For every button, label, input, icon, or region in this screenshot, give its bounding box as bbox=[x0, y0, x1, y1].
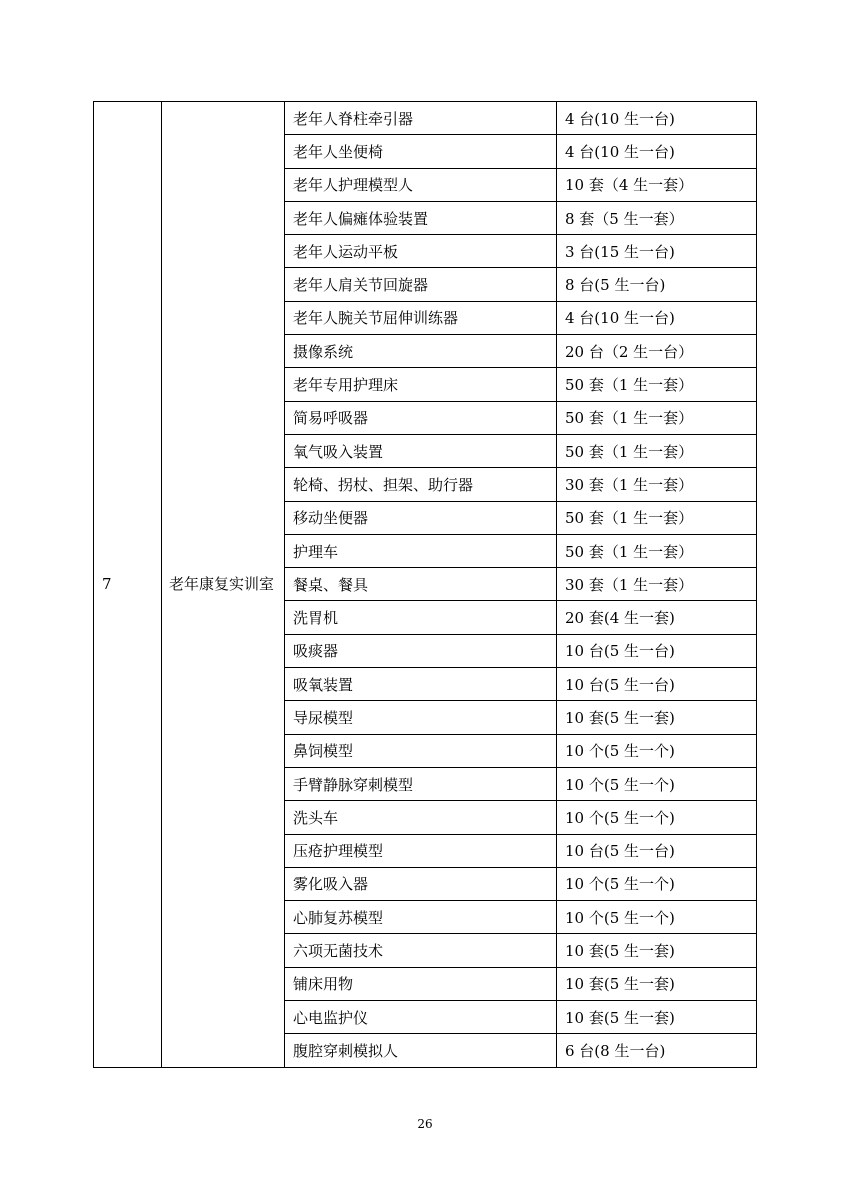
equipment-name-cell: 护理车 bbox=[285, 534, 557, 567]
equipment-name-cell: 洗头车 bbox=[285, 801, 557, 834]
equipment-name-cell: 压疮护理模型 bbox=[285, 834, 557, 867]
equipment-quantity-cell: 4 台(10 生一台) bbox=[557, 135, 757, 168]
equipment-name-cell: 吸氧装置 bbox=[285, 668, 557, 701]
equipment-name-cell: 老年专用护理床 bbox=[285, 368, 557, 401]
equipment-quantity-cell: 4 台(10 生一台) bbox=[557, 102, 757, 135]
equipment-name-cell: 老年人偏瘫体验装置 bbox=[285, 201, 557, 234]
equipment-quantity-cell: 10 套(5 生一套) bbox=[557, 934, 757, 967]
equipment-name-cell: 老年人肩关节回旋器 bbox=[285, 268, 557, 301]
equipment-name-cell: 铺床用物 bbox=[285, 967, 557, 1000]
equipment-name-cell: 摄像系统 bbox=[285, 335, 557, 368]
equipment-quantity-cell: 10 套(5 生一套) bbox=[557, 1001, 757, 1034]
equipment-quantity-cell: 50 套（1 生一套） bbox=[557, 434, 757, 467]
equipment-name-cell: 老年人运动平板 bbox=[285, 235, 557, 268]
equipment-name-cell: 吸痰器 bbox=[285, 634, 557, 667]
equipment-table bbox=[93, 101, 757, 1068]
equipment-name-cell: 氧气吸入装置 bbox=[285, 434, 557, 467]
equipment-quantity-cell: 10 套(5 生一套) bbox=[557, 701, 757, 734]
equipment-quantity-cell: 10 套（4 生一套） bbox=[557, 168, 757, 201]
equipment-quantity-cell: 10 台(5 生一台) bbox=[557, 834, 757, 867]
equipment-quantity-cell: 10 个(5 生一个) bbox=[557, 801, 757, 834]
equipment-quantity-cell: 50 套（1 生一套） bbox=[557, 501, 757, 534]
equipment-name-cell: 老年人护理模型人 bbox=[285, 168, 557, 201]
equipment-quantity-cell: 30 套（1 生一套） bbox=[557, 468, 757, 501]
equipment-quantity-cell: 8 台(5 生一台) bbox=[557, 268, 757, 301]
equipment-quantity-cell: 50 套（1 生一套） bbox=[557, 534, 757, 567]
equipment-quantity-cell: 8 套（5 生一套） bbox=[557, 201, 757, 234]
equipment-name-cell: 手臂静脉穿刺模型 bbox=[285, 767, 557, 800]
equipment-quantity-cell: 3 台(15 生一台) bbox=[557, 235, 757, 268]
table-body bbox=[94, 102, 757, 1068]
equipment-name-cell: 六项无菌技术 bbox=[285, 934, 557, 967]
equipment-quantity-cell: 50 套（1 生一套） bbox=[557, 401, 757, 434]
equipment-name-cell: 移动坐便器 bbox=[285, 501, 557, 534]
equipment-name-cell: 心电监护仪 bbox=[285, 1001, 557, 1034]
equipment-quantity-cell: 20 套(4 生一套) bbox=[557, 601, 757, 634]
equipment-name-cell: 老年人腕关节屈伸训练器 bbox=[285, 301, 557, 334]
row-number-cell: 7 bbox=[94, 102, 162, 1068]
equipment-quantity-cell: 6 台(8 生一台) bbox=[557, 1034, 757, 1067]
equipment-name-cell: 轮椅、拐杖、担架、助行器 bbox=[285, 468, 557, 501]
equipment-quantity-cell: 10 个(5 生一个) bbox=[557, 767, 757, 800]
equipment-quantity-cell: 10 台(5 生一台) bbox=[557, 634, 757, 667]
equipment-quantity-cell: 10 台(5 生一台) bbox=[557, 668, 757, 701]
equipment-quantity-cell: 10 套(5 生一套) bbox=[557, 967, 757, 1000]
equipment-name-cell: 导尿模型 bbox=[285, 701, 557, 734]
equipment-quantity-cell: 20 台（2 生一台） bbox=[557, 335, 757, 368]
equipment-name-cell: 雾化吸入器 bbox=[285, 867, 557, 900]
equipment-name-cell: 简易呼吸器 bbox=[285, 401, 557, 434]
equipment-name-cell: 鼻饲模型 bbox=[285, 734, 557, 767]
table-row bbox=[94, 102, 757, 135]
room-name-cell: 老年康复实训室 bbox=[162, 102, 285, 1068]
equipment-name-cell: 腹腔穿刺模拟人 bbox=[285, 1034, 557, 1067]
equipment-name-cell: 老年人坐便椅 bbox=[285, 135, 557, 168]
equipment-name-cell: 餐桌、餐具 bbox=[285, 568, 557, 601]
page-number: 26 bbox=[417, 1117, 433, 1131]
equipment-name-cell: 洗胃机 bbox=[285, 601, 557, 634]
equipment-quantity-cell: 30 套（1 生一套） bbox=[557, 568, 757, 601]
equipment-quantity-cell: 10 个(5 生一个) bbox=[557, 734, 757, 767]
equipment-quantity-cell: 10 个(5 生一个) bbox=[557, 867, 757, 900]
equipment-name-cell: 心肺复苏模型 bbox=[285, 901, 557, 934]
equipment-quantity-cell: 10 个(5 生一个) bbox=[557, 901, 757, 934]
equipment-quantity-cell: 4 台(10 生一台) bbox=[557, 301, 757, 334]
equipment-name-cell: 老年人脊柱牵引器 bbox=[285, 102, 557, 135]
equipment-quantity-cell: 50 套（1 生一套） bbox=[557, 368, 757, 401]
